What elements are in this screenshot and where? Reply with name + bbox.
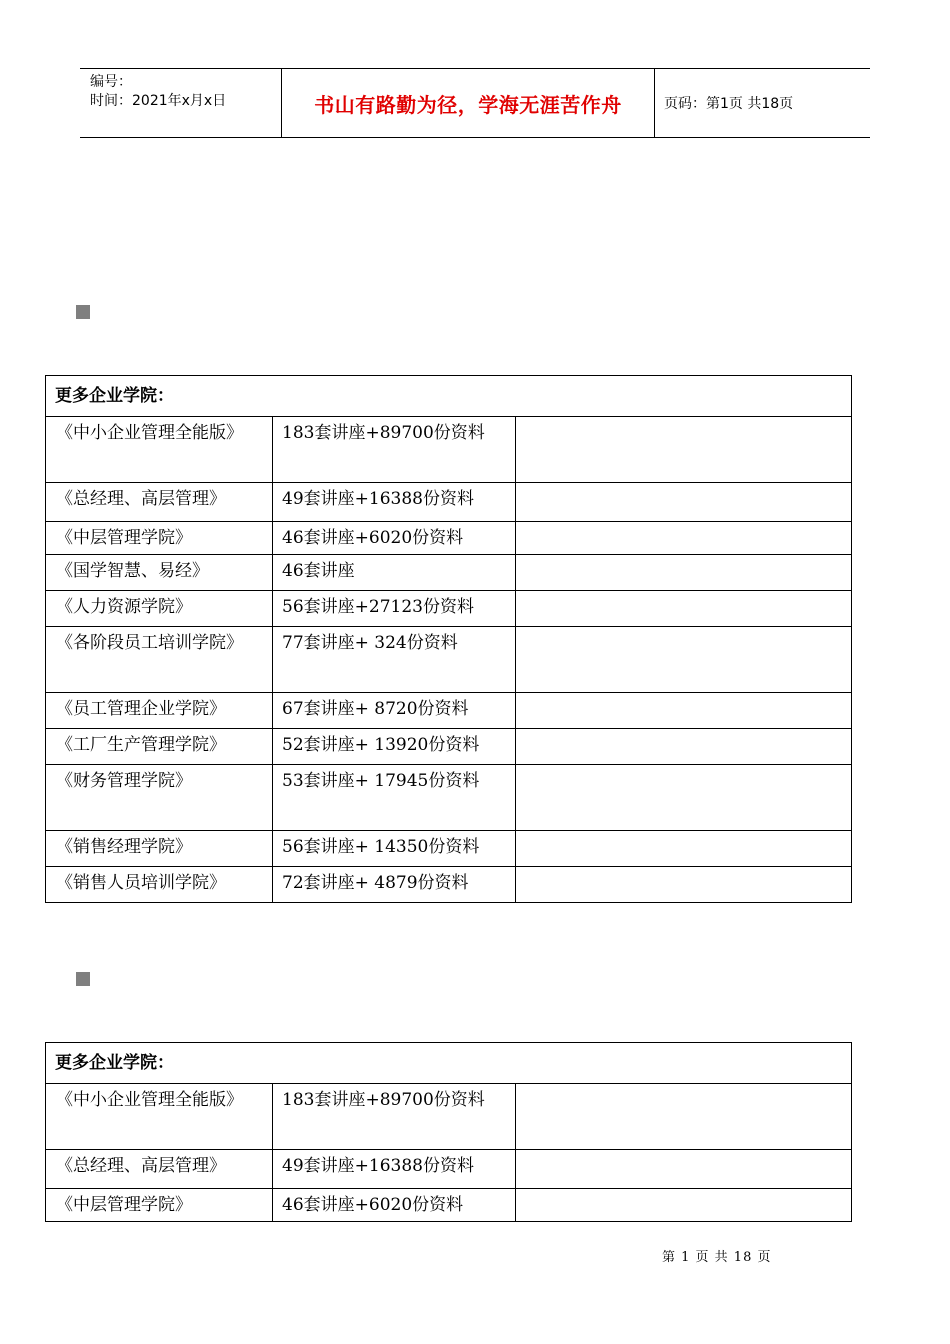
course-name: 《人力资源学院》 <box>46 591 273 627</box>
course-name: 《中小企业管理全能版》 <box>46 1084 273 1150</box>
course-desc: 72套讲座+ 4879份资料 <box>273 867 516 903</box>
course-extra <box>516 483 852 522</box>
course-desc: 46套讲座+6020份资料 <box>273 522 516 555</box>
course-name: 《工厂生产管理学院》 <box>46 729 273 765</box>
course-extra <box>516 1150 852 1189</box>
table-row <box>46 831 852 867</box>
course-desc: 77套讲座+ 324份资料 <box>273 627 516 693</box>
course-name: 《财务管理学院》 <box>46 765 273 831</box>
table-row <box>46 483 852 522</box>
academy-table <box>45 1042 852 1222</box>
course-name: 《国学智慧、易经》 <box>46 555 273 591</box>
course-extra <box>516 693 852 729</box>
course-extra <box>516 765 852 831</box>
course-name: 《中层管理学院》 <box>46 522 273 555</box>
table-row <box>46 1150 852 1189</box>
header-meta <box>90 73 226 111</box>
course-name: 《销售经理学院》 <box>46 831 273 867</box>
course-desc: 46套讲座 <box>273 555 516 591</box>
square-bullet-icon <box>76 972 90 986</box>
course-name: 《各阶段员工培训学院》 <box>46 627 273 693</box>
course-extra <box>516 1189 852 1222</box>
course-name: 《中层管理学院》 <box>46 1189 273 1222</box>
academy-table <box>45 375 852 903</box>
course-name: 《销售人员培训学院》 <box>46 867 273 903</box>
table-row <box>46 867 852 903</box>
course-extra <box>516 591 852 627</box>
course-name: 《总经理、高层管理》 <box>46 1150 273 1189</box>
course-desc: 56套讲座+ 14350份资料 <box>273 831 516 867</box>
header-motto: 书山有路勤为径，学海无涯苦作舟 <box>314 92 622 117</box>
course-desc: 183套讲座+89700份资料 <box>273 1084 516 1150</box>
course-extra <box>516 627 852 693</box>
table-row <box>46 627 852 693</box>
header-divider <box>654 69 655 137</box>
course-extra <box>516 867 852 903</box>
table-row <box>46 693 852 729</box>
course-desc: 183套讲座+89700份资料 <box>273 417 516 483</box>
header-page-info: 页码：第1页 共18页 <box>664 96 794 112</box>
course-desc: 46套讲座+6020份资料 <box>273 1189 516 1222</box>
table-row <box>46 555 852 591</box>
course-extra <box>516 729 852 765</box>
table-row <box>46 729 852 765</box>
course-desc: 56套讲座+27123份资料 <box>273 591 516 627</box>
table-row <box>46 591 852 627</box>
course-extra <box>516 555 852 591</box>
table-title: 更多企业学院： <box>46 376 852 417</box>
table-row <box>46 765 852 831</box>
document-number-label: 编号： <box>90 74 132 90</box>
course-extra <box>516 417 852 483</box>
table-title: 更多企业学院： <box>46 1043 852 1084</box>
course-name: 《总经理、高层管理》 <box>46 483 273 522</box>
table-row <box>46 1084 852 1150</box>
table-row <box>46 417 852 483</box>
table-title-row <box>46 1043 852 1084</box>
course-desc: 53套讲座+ 17945份资料 <box>273 765 516 831</box>
page-footer: 第 1 页 共 18 页 <box>662 1250 772 1265</box>
course-desc: 52套讲座+ 13920份资料 <box>273 729 516 765</box>
course-extra <box>516 522 852 555</box>
course-desc: 67套讲座+ 8720份资料 <box>273 693 516 729</box>
document-time-label: 时间：2021年x月x日 <box>90 93 227 109</box>
course-desc: 49套讲座+16388份资料 <box>273 1150 516 1189</box>
course-extra <box>516 831 852 867</box>
course-name: 《中小企业管理全能版》 <box>46 417 273 483</box>
table-title-row <box>46 376 852 417</box>
page-header <box>80 68 870 138</box>
course-desc: 49套讲座+16388份资料 <box>273 483 516 522</box>
square-bullet-icon <box>76 305 90 319</box>
course-extra <box>516 1084 852 1150</box>
table-row <box>46 522 852 555</box>
table-row <box>46 1189 852 1222</box>
course-name: 《员工管理企业学院》 <box>46 693 273 729</box>
